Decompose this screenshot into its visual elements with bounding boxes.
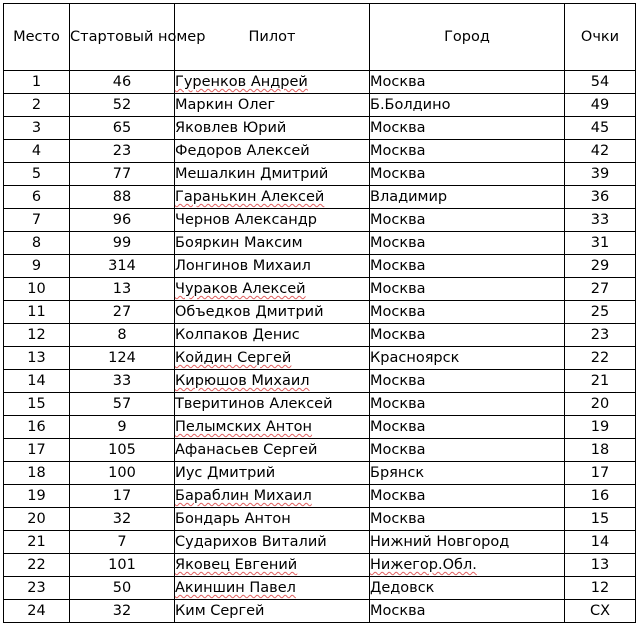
header-start-number: Стартовый номер [70,4,175,71]
cell-pilot-text: Мешалкин Дмитрий [175,166,329,182]
cell-place [4,301,70,324]
cell-place [4,347,70,370]
cell-pilot-text: Чернов Александр [175,212,318,228]
cell-points [565,186,636,209]
cell-points [565,531,636,554]
cell-points [565,508,636,531]
cell-start-number [70,600,175,623]
cell-place-text: 17 [27,442,46,458]
table-row [4,577,636,600]
table-row [4,278,636,301]
cell-start-number [70,71,175,94]
cell-start-number-text: 8 [117,327,127,343]
cell-start-number [70,209,175,232]
cell-points [565,370,636,393]
cell-pilot [175,140,370,163]
cell-start-number-text: 9 [117,419,127,435]
cell-points [565,117,636,140]
cell-pilot-text: Гаранькин Алексей [175,189,325,205]
cell-pilot [175,600,370,623]
cell-start-number-text: 17 [112,488,132,504]
cell-start-number-text: 7 [117,534,127,550]
cell-city [370,301,565,324]
header-points: Очки [565,4,636,71]
cell-city [370,186,565,209]
table-row [4,117,636,140]
cell-place [4,554,70,577]
cell-start-number-text: 101 [108,557,136,573]
cell-pilot [175,209,370,232]
cell-place-text: 2 [31,97,42,113]
cell-pilot [175,71,370,94]
cell-place [4,71,70,94]
cell-place-text: 3 [31,120,42,136]
cell-start-number [70,117,175,140]
cell-pilot [175,117,370,140]
cell-start-number [70,462,175,485]
cell-pilot-text: Яковец Евгений [175,557,298,573]
cell-place [4,186,70,209]
cell-pilot [175,94,370,117]
cell-place [4,462,70,485]
cell-pilot-text: Сударихов Виталий [175,534,327,550]
cell-place-text: 5 [31,166,42,182]
table-row [4,301,636,324]
table-row [4,324,636,347]
cell-points [565,94,636,117]
cell-city-text: Москва [370,120,426,136]
cell-start-number [70,163,175,186]
cell-points [565,71,636,94]
cell-city-text: Б.Болдино [370,97,451,113]
cell-points [565,439,636,462]
cell-start-number [70,278,175,301]
cell-pilot-text: Пелымских Антон [175,419,313,435]
header-pilot: Пилот [175,4,370,71]
cell-pilot-text: Маркин Олег [175,97,276,113]
cell-city [370,71,565,94]
cell-city-text: Москва [370,74,426,90]
cell-place-text: 23 [27,580,46,596]
cell-city [370,462,565,485]
cell-start-number [70,531,175,554]
cell-place [4,94,70,117]
table-row [4,531,636,554]
cell-pilot [175,347,370,370]
cell-points-text: 15 [590,511,610,527]
table-row [4,462,636,485]
cell-points-text: 39 [590,166,610,182]
cell-city [370,577,565,600]
cell-city-text: Дедовск [370,580,435,596]
cell-place-text: 21 [27,534,46,550]
cell-place [4,163,70,186]
cell-city-text: Владимир [370,189,448,205]
table-row [4,347,636,370]
cell-pilot [175,186,370,209]
cell-city [370,232,565,255]
cell-city-text: Москва [370,166,426,182]
cell-points [565,577,636,600]
cell-city-text: Москва [370,442,426,458]
cell-city-text: Москва [370,373,426,389]
cell-points [565,462,636,485]
table-row [4,94,636,117]
cell-place-text: 16 [27,419,46,435]
cell-start-number [70,393,175,416]
cell-pilot [175,462,370,485]
cell-city-text: Москва [370,488,426,504]
cell-points-text: 42 [590,143,610,159]
cell-place-text: 22 [27,557,46,573]
cell-start-number-text: 99 [112,235,132,251]
cell-place-text: 11 [27,304,46,320]
cell-city-text: Москва [370,419,426,435]
cell-city-text: Москва [370,235,426,251]
cell-pilot-text: Гуренков Андрей [175,74,308,90]
cell-city-text: Москва [370,511,426,527]
results-body [4,71,636,623]
cell-start-number [70,416,175,439]
cell-pilot-text: Бояркин Максим [175,235,303,251]
cell-pilot-text: Акиншин Павел [175,580,296,596]
cell-start-number [70,485,175,508]
cell-place [4,117,70,140]
cell-pilot [175,324,370,347]
cell-city-text: Нижегор.Обл. [370,557,477,573]
cell-points [565,163,636,186]
cell-city [370,163,565,186]
cell-points-text: 23 [590,327,610,343]
cell-pilot [175,232,370,255]
cell-city-text: Москва [370,258,426,274]
cell-place-text: 18 [27,465,46,481]
cell-place [4,278,70,301]
cell-points-text: 19 [590,419,610,435]
cell-points-text: 21 [590,373,610,389]
cell-pilot-text: Тверитинов Алексей [175,396,333,412]
cell-start-number-text: 23 [112,143,132,159]
cell-city-text: Москва [370,603,426,619]
cell-pilot-text: Бараблин Михаил [175,488,312,504]
cell-place-text: 20 [27,511,46,527]
cell-points [565,278,636,301]
cell-start-number-text: 314 [108,258,136,274]
cell-place [4,531,70,554]
cell-start-number [70,186,175,209]
cell-pilot [175,163,370,186]
cell-pilot [175,508,370,531]
cell-points-text: 16 [590,488,610,504]
cell-pilot [175,301,370,324]
cell-start-number [70,439,175,462]
cell-place-text: 4 [31,143,42,159]
cell-points-text: 17 [590,465,610,481]
cell-points-text: 12 [590,580,610,596]
cell-start-number-text: 13 [112,281,132,297]
cell-points [565,232,636,255]
cell-start-number-text: 46 [112,74,132,90]
cell-start-number-text: 32 [112,603,132,619]
cell-city-text: Нижний Новгород [370,534,510,550]
cell-pilot [175,416,370,439]
cell-points [565,347,636,370]
cell-city [370,209,565,232]
cell-start-number [70,347,175,370]
cell-pilot-text: Чураков Алексей [175,281,306,297]
cell-points-text: 14 [590,534,610,550]
cell-points-text: 29 [590,258,610,274]
cell-points [565,393,636,416]
table-row [4,554,636,577]
cell-start-number [70,301,175,324]
cell-place [4,140,70,163]
cell-pilot-text: Федоров Алексей [175,143,310,159]
cell-place-text: 19 [27,488,46,504]
cell-points-text: 49 [590,97,610,113]
cell-points [565,140,636,163]
cell-points-text: 20 [590,396,610,412]
table-row [4,255,636,278]
cell-points-text: 22 [590,350,610,366]
cell-city [370,554,565,577]
cell-place-text: 15 [27,396,46,412]
table-row [4,370,636,393]
cell-city [370,370,565,393]
cell-pilot [175,370,370,393]
header-row [4,4,636,71]
cell-place [4,508,70,531]
cell-place-text: 13 [27,350,46,366]
cell-place [4,370,70,393]
cell-points-text: 13 [590,557,610,573]
cell-city [370,347,565,370]
table-row [4,163,636,186]
cell-points [565,485,636,508]
cell-start-number [70,94,175,117]
cell-points-text: СХ [589,603,611,619]
cell-place-text: 10 [27,281,46,297]
cell-start-number-text: 88 [112,189,132,205]
table-row [4,508,636,531]
cell-place [4,577,70,600]
cell-city [370,140,565,163]
cell-points [565,600,636,623]
cell-points-text: 18 [590,442,610,458]
cell-place [4,439,70,462]
cell-city [370,324,565,347]
table-row [4,416,636,439]
cell-place [4,324,70,347]
cell-start-number [70,554,175,577]
cell-pilot [175,278,370,301]
cell-city-text: Брянск [370,465,425,481]
cell-start-number [70,577,175,600]
cell-pilot-text: Объедков Дмитрий [175,304,324,320]
cell-pilot-text: Колпаков Денис [175,327,300,343]
cell-city [370,393,565,416]
cell-start-number-text: 57 [112,396,132,412]
cell-place-text: 8 [31,235,42,251]
cell-pilot-text: Афанасьев Сергей [175,442,318,458]
cell-city-text: Москва [370,327,426,343]
header-city: Город [370,4,565,71]
cell-pilot [175,577,370,600]
cell-pilot-text: Ким Сергей [175,603,265,619]
cell-start-number [70,140,175,163]
cell-pilot [175,439,370,462]
cell-start-number [70,232,175,255]
cell-place-text: 24 [27,603,46,619]
cell-place-text: 12 [27,327,46,343]
table-row [4,186,636,209]
cell-points-text: 27 [590,281,610,297]
cell-points [565,324,636,347]
cell-city-text: Москва [370,212,426,228]
cell-place [4,393,70,416]
table-row [4,485,636,508]
cell-city-text: Красноярск [370,350,460,366]
table-row [4,232,636,255]
cell-start-number [70,255,175,278]
cell-points-text: 25 [590,304,610,320]
cell-start-number [70,324,175,347]
cell-start-number [70,370,175,393]
cell-start-number-text: 77 [112,166,132,182]
cell-points [565,416,636,439]
cell-place [4,600,70,623]
cell-city [370,485,565,508]
cell-start-number-text: 96 [112,212,132,228]
table-row [4,140,636,163]
cell-city [370,278,565,301]
cell-city-text: Москва [370,396,426,412]
cell-city [370,117,565,140]
cell-city [370,439,565,462]
cell-pilot-text: Яковлев Юрий [175,120,287,136]
cell-city [370,600,565,623]
cell-points [565,554,636,577]
cell-start-number-text: 124 [108,350,136,366]
cell-city [370,531,565,554]
cell-place [4,232,70,255]
cell-start-number-text: 100 [108,465,136,481]
table-row [4,393,636,416]
cell-points [565,209,636,232]
results-table [3,3,636,623]
cell-start-number-text: 33 [112,373,132,389]
cell-start-number-text: 50 [112,580,132,596]
cell-points [565,255,636,278]
cell-city [370,255,565,278]
table-row [4,71,636,94]
cell-points-text: 54 [590,74,610,90]
cell-start-number-text: 52 [112,97,132,113]
cell-points-text: 31 [590,235,610,251]
table-row [4,600,636,623]
cell-points-text: 45 [590,120,610,136]
cell-city-text: Москва [370,281,426,297]
cell-place-text: 9 [31,258,42,274]
cell-pilot-text: Лонгинов Михаил [175,258,311,274]
cell-place [4,209,70,232]
cell-city [370,416,565,439]
cell-start-number [70,508,175,531]
cell-pilot [175,531,370,554]
cell-start-number-text: 105 [108,442,136,458]
cell-pilot-text: Иус Дмитрий [175,465,276,481]
cell-pilot-text: Бондарь Антон [175,511,291,527]
cell-pilot-text: Койдин Сергей [175,350,292,366]
cell-city-text: Москва [370,143,426,159]
cell-place-text: 14 [27,373,46,389]
cell-city [370,508,565,531]
cell-city-text: Москва [370,304,426,320]
cell-start-number-text: 27 [112,304,132,320]
table-row [4,209,636,232]
cell-start-number-text: 32 [112,511,132,527]
cell-pilot [175,255,370,278]
cell-place [4,416,70,439]
cell-place-text: 1 [31,74,42,90]
cell-points [565,301,636,324]
cell-place [4,485,70,508]
cell-place-text: 7 [31,212,42,228]
table-row [4,439,636,462]
cell-pilot [175,485,370,508]
cell-pilot-text: Кирюшов Михаил [175,373,310,389]
cell-pilot [175,393,370,416]
cell-place [4,255,70,278]
cell-points-text: 33 [590,212,610,228]
header-place: Место [4,4,70,71]
cell-pilot [175,554,370,577]
cell-place-text: 6 [31,189,42,205]
cell-points-text: 36 [590,189,610,205]
cell-city [370,94,565,117]
cell-start-number-text: 65 [112,120,132,136]
